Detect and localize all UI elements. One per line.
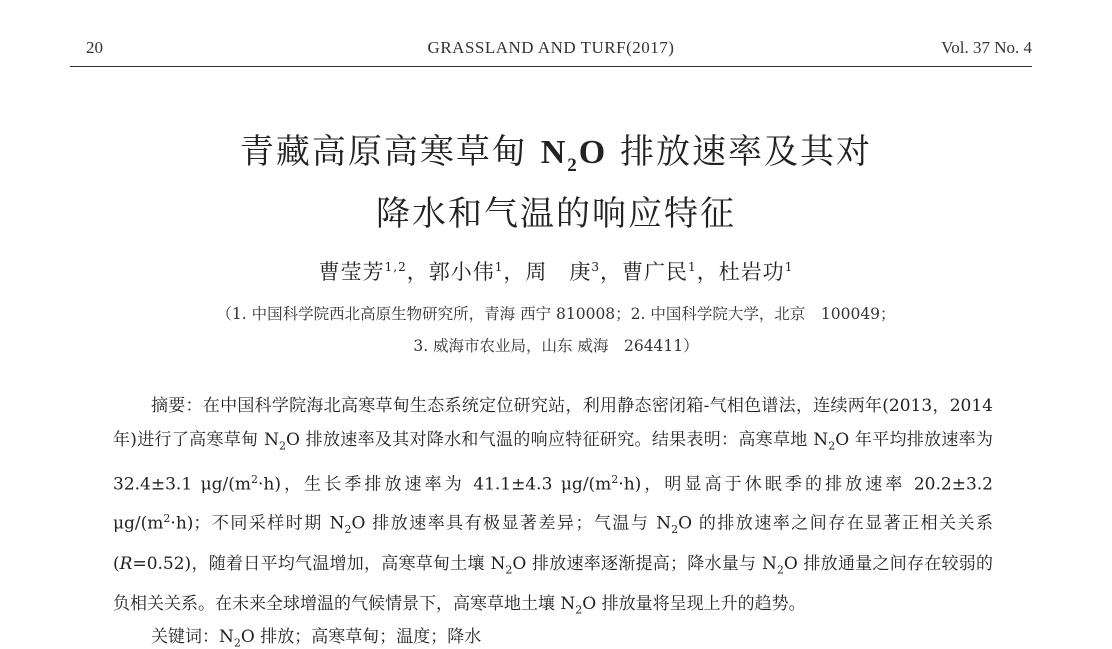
- author-name: 杜岩功: [718, 260, 785, 284]
- page-number: 20: [86, 38, 103, 57]
- paper-title: [0, 128, 1112, 238]
- author-name: 曹莹芳: [318, 260, 385, 284]
- running-head: [70, 36, 1032, 62]
- author-affiliation-mark: 1: [688, 260, 697, 274]
- author-name: 郭小伟: [428, 260, 495, 284]
- author-affiliation-mark: 3: [591, 260, 601, 274]
- author-affiliation-mark: 1,2: [384, 260, 407, 274]
- affiliation-line-2: 3. 威海市农业局，山东 威海 264411）: [413, 337, 699, 355]
- header-rule: [70, 66, 1032, 67]
- volume-issue: Vol. 37 No. 4: [941, 38, 1032, 57]
- author-affiliation-mark: 1: [494, 260, 504, 274]
- title-line-2: 降水和气温的响应特征: [376, 193, 736, 234]
- author-affiliation-mark: 1: [784, 260, 794, 274]
- title-chem-formula: $N_2O$: [540, 134, 608, 176]
- journal-name: GRASSLAND AND TURF(2017): [427, 38, 675, 57]
- author-name: 曹广民: [622, 260, 689, 284]
- affiliation-line-1: （1. 中国科学院西北高原生物研究所，青海 西宁 810008；2. 中国科学院大学，北京 100049；: [216, 305, 896, 323]
- author-list: 曹莹芳$^{1,2}$，郭小伟$^1$，周 庚$^3$，曹广民$^1$，杜岩功$^1$: [318, 260, 794, 284]
- title-line-1: 青藏高原高寒草甸 $N_2O$ 排放速率及其对: [239, 132, 873, 176]
- author-name: 周 庚: [525, 260, 592, 284]
- keywords-label: 关键词：: [151, 627, 219, 647]
- keywords: 关键词：$N_2O$ 排放；高寒草甸；温度；降水: [151, 627, 482, 649]
- abstract: 摘要：在中国科学院海北高寒草甸生态系统定位研究站，利用静态密闭箱-气相色谱法，连续两年(2013，2014 年)进行了高寒草甸 $N_2O$ 排放速率及其对降水和气温的响应特征研究。结果表明：高寒草地 $N_2O$ 年平均排放速率为 32.4±3.1 $\mu g/(m^2\cdot h)$，生长季排放速率为 41.1±4.3 $\mu g/(m^2\cdot h)$，明显高于休眠季的排放速率 20.2±3.2 $\mu g/(m^2\cdot h)$；不同采样时期 $N_2O$ 排放速率具有极显著差异；气温与 $N_2O$ 的排放速率之间存在显著正相关关系(R=0.52)，随着日平均气温增加，高寒草甸土壤 $N_2O$ 排放速率逐渐提高；降水量与 $N_2O$ 排放通量之间存在较弱的负相关关系。在未来全球增温的气候情景下，高寒草地土壤 $N_2O$ 排放量将呈现上升的趋势。: [113, 396, 993, 617]
